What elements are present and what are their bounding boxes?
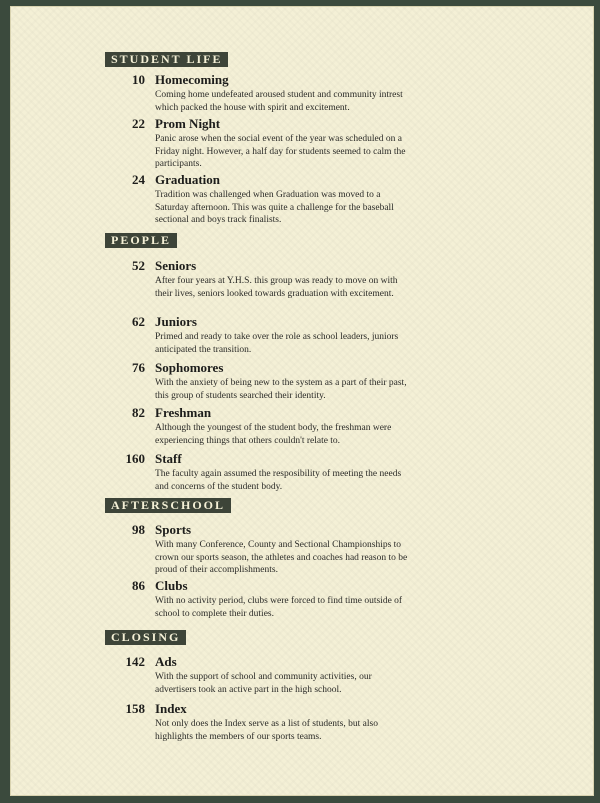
page-number: 76: [132, 360, 145, 375]
entry-description: With many Conference, County and Sectional Championships to crown our sports season, the athletes and coaches had reason to be proud of their accomplishments.: [155, 540, 408, 575]
page-number: 82: [132, 405, 145, 420]
entry-description: Primed and ready to take over the role as school leaders, juniors anticipated the transition.: [155, 332, 399, 355]
entry-description: With the support of school and community activities, our advertisers took an active part in the high school.: [155, 672, 372, 695]
page-number: 62: [132, 314, 145, 329]
section-header-afterschool: AFTERSCHOOL: [105, 498, 231, 513]
entry-description: After four years at Y.H.S. this group was ready to move on with their lives, seniors looked towards graduation with excitement.: [155, 276, 398, 299]
entry-description: Panic arose when the social event of the year was scheduled on a Friday night. However, a half day for students seemed to calm the participants.: [155, 134, 406, 169]
entry-title: Homecoming: [155, 72, 229, 87]
section-header-student-life: STUDENT LIFE: [105, 52, 228, 67]
entry-title: Staff: [155, 451, 182, 466]
page-number: 158: [125, 701, 145, 716]
entry-title: Index: [155, 701, 187, 716]
entry-description: Not only does the Index serve as a list of students, but also highlights the members of our sports teams.: [155, 719, 378, 742]
entry-title: Juniors: [155, 314, 197, 329]
page-number: 160: [125, 451, 145, 466]
entry-title: Seniors: [155, 258, 197, 273]
entry-title: Graduation: [155, 172, 221, 187]
entry-title: Prom Night: [155, 116, 221, 131]
page-number: 52: [132, 258, 145, 273]
entry-description: Coming home undefeated aroused student and community intrest which packed the house with spirit and excitement.: [155, 90, 403, 113]
page-number: 98: [132, 522, 145, 537]
entry-description: The faculty again assumed the resposibility of meeting the needs and concerns of the student body.: [155, 469, 402, 492]
entry-title: Ads: [155, 654, 177, 669]
page-number: 22: [132, 116, 145, 131]
entry-description: With no activity period, clubs were forced to find time outside of school to complete their duties.: [155, 596, 403, 619]
page-number: 86: [132, 578, 145, 593]
entry-title: Clubs: [155, 578, 188, 593]
page-number: 10: [132, 72, 145, 87]
section-header-people: PEOPLE: [105, 233, 177, 248]
entry-title: Sophomores: [155, 360, 224, 375]
entry-title: Sports: [155, 522, 192, 537]
page-number: 24: [132, 172, 145, 187]
entry-description: Tradition was challenged when Graduation was moved to a Saturday afternoon. This was quite a challenge for the baseball sectional and boys track finalists.: [155, 190, 394, 225]
contents-page: [10, 6, 594, 796]
entry-title: Freshman: [155, 405, 212, 420]
section-header-closing: CLOSING: [105, 630, 186, 645]
entry-description: Although the youngest of the student body, the freshman were experiencing things that others couldn't relate to.: [155, 423, 392, 446]
entry-description: With the anxiety of being new to the system as a part of their past, this group of students searched their identity.: [155, 378, 407, 401]
page-number: 142: [125, 654, 145, 669]
